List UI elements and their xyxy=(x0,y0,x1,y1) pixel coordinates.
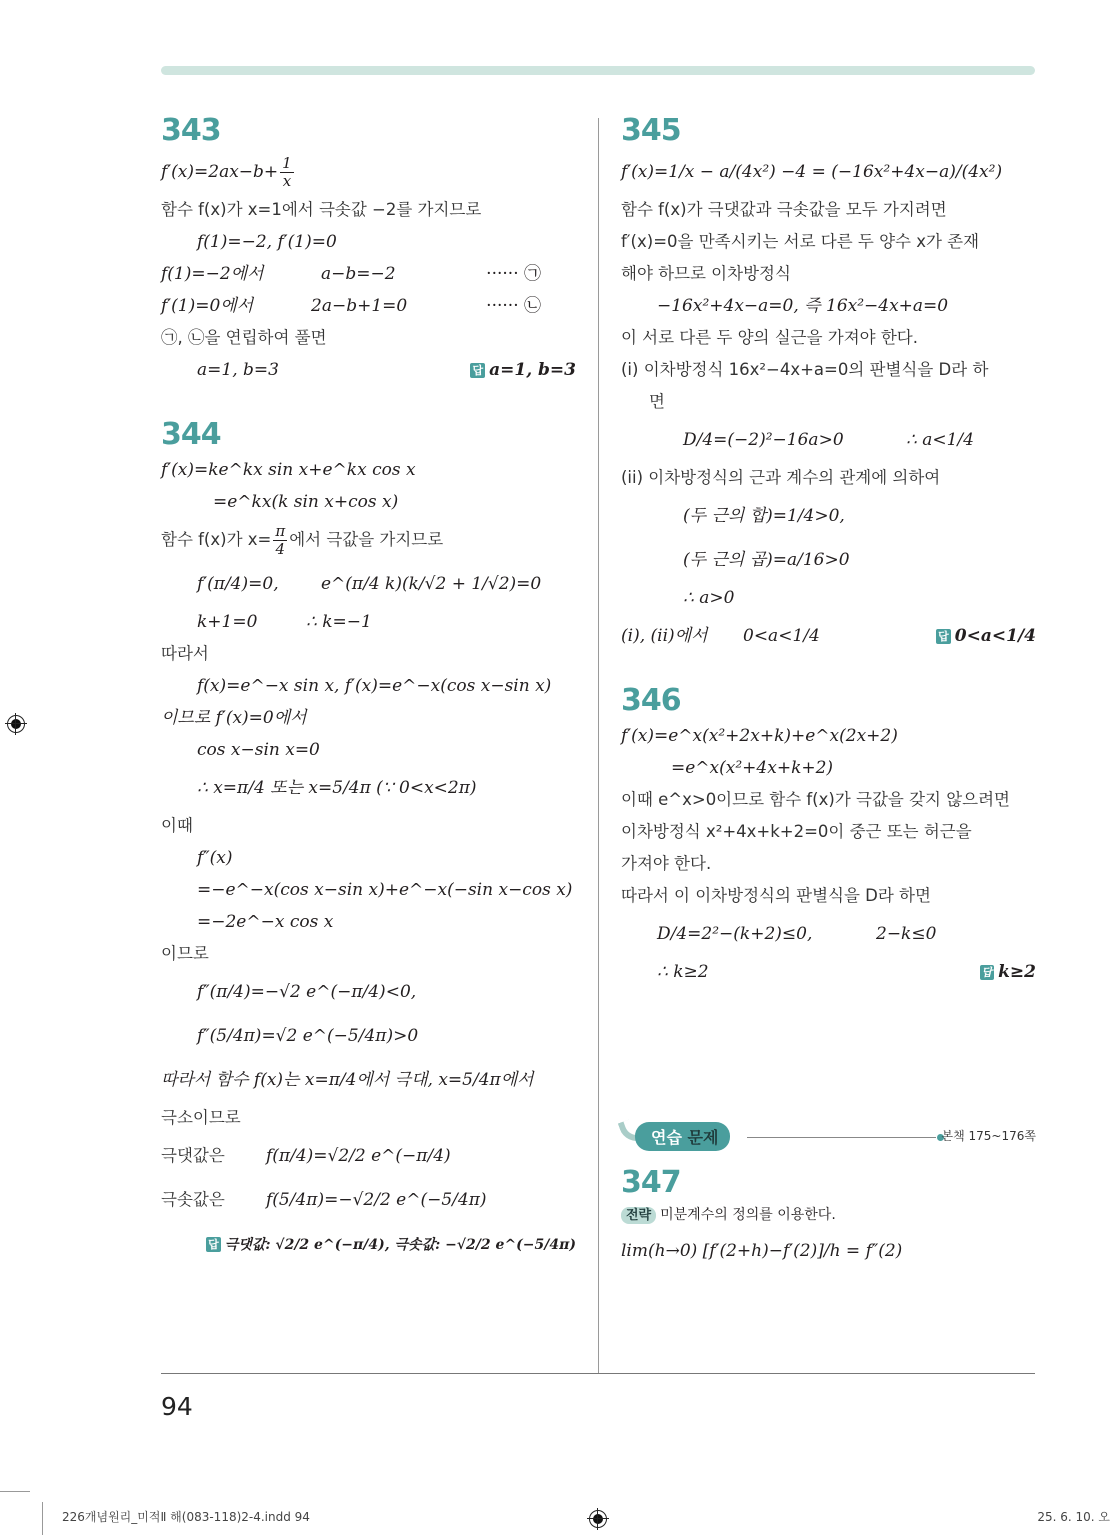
equation-line: f″(x) xyxy=(197,848,233,868)
equation-line: f′(x)=e^x(x²+2x+k)+e^x(2x+2) xyxy=(621,726,898,746)
answer: 답 a=1, b=3 xyxy=(472,360,576,380)
crop-mark xyxy=(42,1502,43,1535)
problem-347 xyxy=(621,1164,1036,1273)
equation-line: lim(h→0) [f′(2+h)−f′(2)]/h = f″(2) xyxy=(621,1241,903,1261)
practice-section-header xyxy=(621,1118,1036,1152)
registration-mark-icon xyxy=(587,1508,609,1530)
problem-number: 345 xyxy=(621,113,681,148)
equation-line: =−e^−x(cos x−sin x)+e^−x(−sin x−cos x) xyxy=(197,880,573,900)
equation-line: ∴ x=π/4 또는 x=5/4π (∵ 0<x<2π) xyxy=(197,778,477,798)
equation-line: f(x)=e^−x sin x, f′(x)=e^−x(cos x−sin x) xyxy=(197,676,552,696)
equation-line: (두 근의 합)=1/4>0, xyxy=(683,506,845,526)
problem-number: 344 xyxy=(161,417,221,452)
column-divider xyxy=(598,118,599,1373)
text-line: 이때 e^x>0이므로 함수 f(x)가 극값을 갖지 않으려면 xyxy=(621,790,1010,809)
crop-mark xyxy=(0,1491,30,1492)
text-line: f′(x)=0을 만족시키는 서로 다른 두 양수 x가 존재 xyxy=(621,232,980,251)
text-line: 이므로 f′(x)=0에서 xyxy=(161,708,307,728)
text-line: 함수 f(x)가 x=1에서 극솟값 −2를 가지므로 xyxy=(161,200,482,219)
answer-badge: 답 xyxy=(981,966,993,979)
text-line: (ii) 이차방정식의 근과 계수의 관계에 의하여 xyxy=(621,468,941,487)
equation-line: f″(5/4π)=√2 e^(−5/4π)>0 xyxy=(197,1026,419,1046)
registration-mark-icon xyxy=(5,713,27,735)
divider xyxy=(747,1137,936,1138)
equation-line: k+1=0 ∴ k=−1 xyxy=(197,612,372,632)
equation-line: cos x−sin x=0 xyxy=(197,740,320,760)
problem-345 xyxy=(621,112,1036,658)
text-line: 따라서 xyxy=(161,644,209,663)
equation-line: f′(x)=ke^kx sin x+e^kx cos x xyxy=(161,460,416,480)
text-line: 따라서 이 이차방정식의 판별식을 D라 하면 xyxy=(621,886,931,905)
equation-line: f′(x)=2ax−b+ $\frac{1}{x}$ xyxy=(161,154,292,190)
left-column xyxy=(161,112,576,1253)
equation-line: f″(π/4)=−√2 e^(−π/4)<0, xyxy=(197,982,417,1002)
text-line: 함수 f(x)가 x= $\frac{\pi}{4}$ 에서 극값을 가지므로 xyxy=(161,522,444,558)
equation-line: ∴ k≥2 답 k≥2 xyxy=(621,956,1036,988)
equation-line: f′(π/4)=0, e^(π/4 k)(k/√2 + 1/√2)=0 xyxy=(197,574,542,594)
strategy-line: 전략 미분계수의 정의를 이용한다. xyxy=(621,1202,1036,1229)
equation-line: =−2e^−x cos x xyxy=(197,912,334,932)
equation-line: (i), (ii)에서 0<a<1/4 답 0<a<1/4 xyxy=(621,614,1036,658)
equation-tag: ······ ㉡ xyxy=(486,296,541,316)
problem-346 xyxy=(621,682,1036,988)
header-decorative-bar xyxy=(161,66,1035,75)
text-line: 이차방정식 x²+4x+k+2=0이 중근 또는 허근을 xyxy=(621,822,972,841)
equation-line: ∴ a>0 xyxy=(683,588,735,608)
equation-tag: ······ ㉠ xyxy=(486,264,541,284)
text-line: (i) 이차방정식 16x²−4x+a=0의 판별식을 D라 하 xyxy=(621,360,989,379)
slug-date: 25. 6. 10. 오 xyxy=(1037,1510,1110,1524)
equation-line: f′(1)=0에서 2a−b+1=0 ······ ㉡ xyxy=(161,290,576,322)
answer: 답 0<a<1/4 xyxy=(938,626,1036,646)
text-line: 면 xyxy=(649,392,665,411)
answer-badge: 답 xyxy=(938,630,949,643)
answer: 답 극댓값: √2/2 e^(−π/4), 극솟값: −√2/2 e^(−5/4π) xyxy=(208,1237,576,1253)
problem-343 xyxy=(161,112,576,386)
equation-line: D/4=2²−(k+2)≤0, 2−k≤0 xyxy=(657,924,937,944)
equation-line: =e^kx(k sin x+cos x) xyxy=(213,492,399,512)
text-line: 가져야 한다. xyxy=(621,854,712,873)
text-line: ㉠, ㉡을 연립하여 풀면 xyxy=(161,328,327,347)
answer-badge: 답 xyxy=(472,364,484,377)
text-line: 이때 xyxy=(161,816,193,835)
equation-line: D/4=(−2)²−16a>0 ∴ a<1/4 xyxy=(683,430,974,450)
practice-label: 연습 문제 xyxy=(635,1122,730,1151)
strategy-badge: 전략 xyxy=(621,1207,656,1224)
equation-line: f′(x)=1/x − a/(4x²) −4 = (−16x²+4x−a)/(4x²) xyxy=(621,162,1003,182)
text-line: 극소이므로 xyxy=(161,1108,241,1127)
fraction: $\frac{1}{x}$ xyxy=(282,154,292,190)
textbook-reference: 본책 175~176쪽 xyxy=(941,1129,1036,1143)
answer-badge: 답 xyxy=(208,1238,219,1251)
problem-number: 346 xyxy=(621,683,681,718)
equation-line: 극댓값은 f(π/4)=√2/2 e^(−π/4) xyxy=(161,1146,451,1166)
equation-line: −16x²+4x−a=0, 즉 16x²−4x+a=0 xyxy=(657,296,949,316)
equation-line: f(1)=−2에서 a−b=−2 ······ ㉠ xyxy=(161,258,576,290)
equation-line: 극솟값은 f(5/4π)=−√2/2 e^(−5/4π) xyxy=(161,1190,487,1210)
text-line: 이므로 xyxy=(161,944,209,963)
problem-number: 347 xyxy=(621,1165,681,1200)
text-line: 따라서 함수 f(x)는 x=π/4에서 극대, x=5/4π에서 xyxy=(161,1070,534,1090)
equation-line: (두 근의 곱)=a/16>0 xyxy=(683,550,850,570)
text-line: 이 서로 다른 두 양의 실근을 가져야 한다. xyxy=(621,328,918,347)
equation-line: f(1)=−2, f′(1)=0 xyxy=(197,232,337,252)
text-line: 함수 f(x)가 극댓값과 극솟값을 모두 가지려면 xyxy=(621,200,947,219)
answer: 답 k≥2 xyxy=(981,962,1036,982)
page-number: 94 xyxy=(161,1392,193,1421)
equation-line: =e^x(x²+4x+k+2) xyxy=(671,758,834,778)
right-column xyxy=(621,112,1036,1273)
problem-number: 343 xyxy=(161,113,221,148)
footer-rule xyxy=(161,1373,1035,1374)
problem-344 xyxy=(161,416,576,1253)
text-line: 해야 하므로 이차방정식 xyxy=(621,264,791,283)
slug-filename: 226개념원리_미적Ⅱ 해(083-118)2-4.indd 94 xyxy=(62,1510,310,1524)
equation-line: a=1, b=3 답 a=1, b=3 xyxy=(161,354,576,386)
